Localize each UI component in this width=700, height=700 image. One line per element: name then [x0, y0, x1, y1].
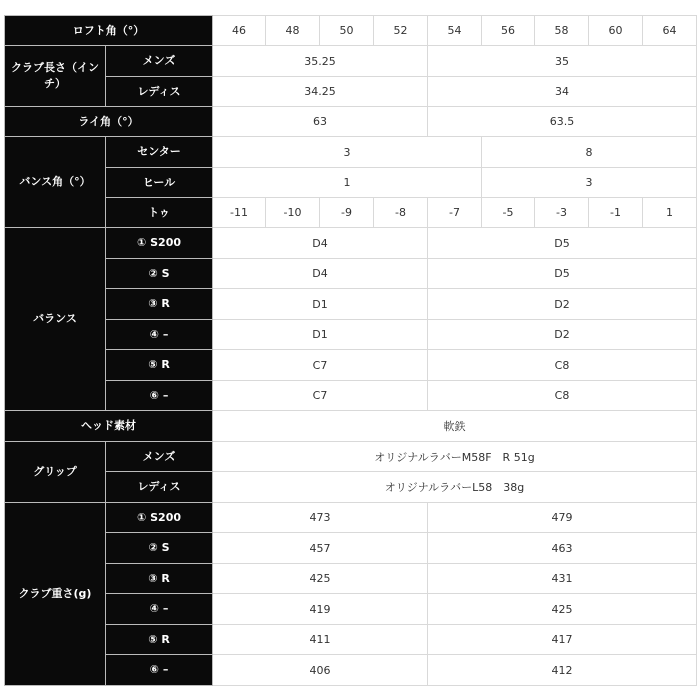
bounce-toe-value-8: -1	[589, 198, 643, 228]
weight-row-3	[5, 564, 697, 594]
balance-shaft-1: ① S200	[106, 228, 213, 259]
bounce-toe-value-9: 1	[643, 198, 697, 228]
spec-table	[4, 15, 697, 686]
grip-row-mens	[5, 442, 697, 472]
loft-value-4: 52	[374, 16, 428, 46]
length-ladies-value-1: 34.25	[213, 77, 428, 107]
length-header: クラブ長さ（インチ）	[5, 46, 106, 107]
balance-row-4	[5, 320, 697, 350]
balance-row-3	[5, 289, 697, 320]
bounce-center-value-1: 3	[213, 137, 482, 168]
weight-1-value-1: 473	[213, 503, 428, 533]
balance-4-value-2: D2	[428, 320, 697, 350]
balance-4-value-1: D1	[213, 320, 428, 350]
loft-header: ロフト角（°）	[5, 16, 213, 46]
weight-6-value-2: 412	[428, 655, 697, 686]
weight-row-2	[5, 533, 697, 564]
bounce-toe-value-6: -5	[482, 198, 535, 228]
length-mens-label: メンズ	[106, 46, 213, 77]
bounce-heel-value-2: 3	[482, 168, 697, 198]
bounce-heel-value-1: 1	[213, 168, 482, 198]
balance-6-value-1: C7	[213, 381, 428, 411]
weight-shaft-2: ② S	[106, 533, 213, 564]
balance-shaft-2: ② S	[106, 259, 213, 289]
balance-row-5	[5, 350, 697, 381]
weight-5-value-1: 411	[213, 625, 428, 655]
loft-value-7: 58	[535, 16, 589, 46]
length-mens-value-1: 35.25	[213, 46, 428, 77]
balance-6-value-2: C8	[428, 381, 697, 411]
balance-3-value-2: D2	[428, 289, 697, 320]
bounce-toe-label: トゥ	[106, 198, 213, 228]
length-ladies-value-2: 34	[428, 77, 697, 107]
loft-value-2: 48	[266, 16, 320, 46]
weight-1-value-2: 479	[428, 503, 697, 533]
grip-mens-label: メンズ	[106, 442, 213, 472]
weight-row-1	[5, 503, 697, 533]
loft-row	[5, 16, 697, 46]
balance-row-2	[5, 259, 697, 289]
bounce-center-label: センター	[106, 137, 213, 168]
bounce-heel-label: ヒール	[106, 168, 213, 198]
bounce-row-center	[5, 137, 697, 168]
length-row-ladies	[5, 77, 697, 107]
weight-row-5	[5, 625, 697, 655]
grip-ladies-value: オリジナルラバーL58 38g	[213, 472, 697, 503]
weight-4-value-2: 425	[428, 594, 697, 625]
balance-shaft-4: ④ –	[106, 320, 213, 350]
weight-shaft-4: ④ –	[106, 594, 213, 625]
weight-shaft-1: ① S200	[106, 503, 213, 533]
grip-header: グリップ	[5, 442, 106, 503]
length-ladies-label: レディス	[106, 77, 213, 107]
balance-shaft-3: ③ R	[106, 289, 213, 320]
balance-2-value-1: D4	[213, 259, 428, 289]
balance-5-value-1: C7	[213, 350, 428, 381]
balance-1-value-1: D4	[213, 228, 428, 259]
balance-1-value-2: D5	[428, 228, 697, 259]
loft-value-3: 50	[320, 16, 374, 46]
loft-value-6: 56	[482, 16, 535, 46]
lie-row	[5, 107, 697, 137]
bounce-toe-value-2: -10	[266, 198, 320, 228]
weight-3-value-1: 425	[213, 564, 428, 594]
bounce-toe-value-4: -8	[374, 198, 428, 228]
balance-row-1	[5, 228, 697, 259]
lie-header: ライ角（°）	[5, 107, 213, 137]
bounce-center-value-2: 8	[482, 137, 697, 168]
grip-row-ladies	[5, 472, 697, 503]
balance-shaft-6: ⑥ –	[106, 381, 213, 411]
weight-row-4	[5, 594, 697, 625]
head-header: ヘッド素材	[5, 411, 213, 442]
weight-row-6	[5, 655, 697, 686]
bounce-toe-value-3: -9	[320, 198, 374, 228]
grip-ladies-label: レディス	[106, 472, 213, 503]
weight-3-value-2: 431	[428, 564, 697, 594]
loft-value-9: 64	[643, 16, 697, 46]
balance-2-value-2: D5	[428, 259, 697, 289]
loft-value-1: 46	[213, 16, 266, 46]
balance-row-6	[5, 381, 697, 411]
weight-2-value-1: 457	[213, 533, 428, 564]
loft-value-8: 60	[589, 16, 643, 46]
loft-value-5: 54	[428, 16, 482, 46]
weight-6-value-1: 406	[213, 655, 428, 686]
weight-shaft-3: ③ R	[106, 564, 213, 594]
head-row	[5, 411, 697, 442]
length-mens-value-2: 35	[428, 46, 697, 77]
bounce-row-toe	[5, 198, 697, 228]
weight-4-value-1: 419	[213, 594, 428, 625]
bounce-toe-value-1: -11	[213, 198, 266, 228]
bounce-toe-value-5: -7	[428, 198, 482, 228]
lie-value-1: 63	[213, 107, 428, 137]
weight-5-value-2: 417	[428, 625, 697, 655]
weight-2-value-2: 463	[428, 533, 697, 564]
bounce-row-heel	[5, 168, 697, 198]
weight-shaft-5: ⑤ R	[106, 625, 213, 655]
balance-shaft-5: ⑤ R	[106, 350, 213, 381]
length-row-mens	[5, 46, 697, 77]
balance-5-value-2: C8	[428, 350, 697, 381]
bounce-toe-value-7: -3	[535, 198, 589, 228]
weight-shaft-6: ⑥ –	[106, 655, 213, 686]
head-value: 軟鉄	[213, 411, 697, 442]
weight-header: クラブ重さ(g)	[5, 503, 106, 686]
balance-3-value-1: D1	[213, 289, 428, 320]
grip-mens-value: オリジナルラバーM58F R 51g	[213, 442, 697, 472]
lie-value-2: 63.5	[428, 107, 697, 137]
balance-header: バランス	[5, 228, 106, 411]
bounce-header: バンス角（°）	[5, 137, 106, 228]
